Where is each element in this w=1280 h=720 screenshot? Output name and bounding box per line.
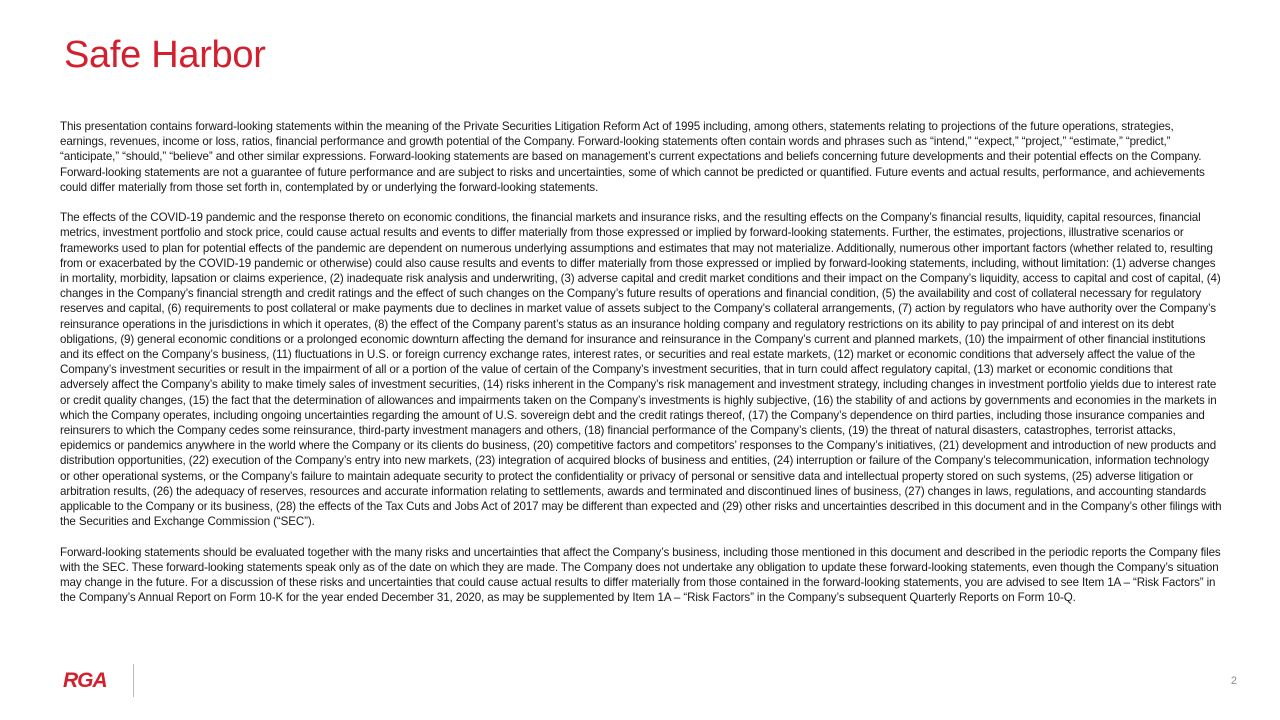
paragraph-covid-risk-factors: The effects of the COVID-19 pandemic and the response thereto on economic conditions, the financial markets and insurance risks, and the resulting effects on the Company’s financial results, liquidity, capital resources, financial metrics, investment portfolio and stock price, could cause actual results and events to differ materially from those expressed or implied by forward-looking statements. Further, the estimates, projections, illustrative scenarios or frameworks used to plan for potential effects of the pandemic are dependent on numerous underlying assumptions and estimates that may not materialize. Additionally, numerous other important factors (whether related to, resulting from or exacerbated by the COVID-19 pandemic or otherwise) could also cause results and events to differ materially from those expressed or implied by forward-looking statements, including, without limitation: (1) adverse changes in mortality, morbidity, lapsation or claims experience, (2) inadequate risk analysis and underwriting, (3) adverse capital and credit market conditions and their impact on the Company’s liquidity, access to capital and cost of capital, (4) changes in the Company’s financial strength and credit ratings and the effect of such changes on the Company’s future results of operations and financial condition, (5) the availability and cost of collateral necessary for regulatory reserves and capital, (6) requirements to post collateral or make payments due to declines in market value of assets subject to the Company’s collateral arrangements, (7) action by regulators who have authority over the Company’s reinsurance operations in the jurisdictions in which it operates, (8) the effect of the Company parent’s status as an insurance holding company and regulatory restrictions on its ability to pay principal of and interest on its debt obligations, (9) general economic conditions or a prolonged economic downturn affecting the demand for insurance and reinsurance in the Company’s current and planned markets, (10) the impairment of other financial institutions and its effect on the Company’s business, (11) fluctuations in U.S. or foreign currency exchange rates, interest rates, or securities and real estate markets, (12) market or economic conditions that adversely affect the value of the Company’s investment securities or result in the impairment of all or a portion of the value of certain of the Company’s investment securities, that in turn could affect regulatory capital, (13) market or economic conditions that adversely affect the Company’s ability to make timely sales of investment securities, (14) risks inherent in the Company’s risk management and investment strategy, including changes in investment portfolio yields due to interest rate or credit quality changes, (15) the fact that the determination of allowances and impairments taken on the Company’s investments is highly subjective, (16) the stability of and actions by governments and economies in the markets in which the Company operates, including ongoing uncertainties regarding the amount of U.S. sovereign debt and the credit ratings thereof, (17) the Company’s dependence on third parties, including those insurance companies and reinsurers to which the Company cedes some reinsurance, third-party investment managers and others, (18) financial performance of the Company’s clients, (19) the threat of natural disasters, catastrophes, terrorist attacks, epidemics or pandemics anywhere in the world where the Company or its clients do business, (20) competitive factors and competitors’ responses to the Company’s initiatives, (21) development and introduction of new products and distribution opportunities, (22) execution of the Company’s entry into new markets, (23) integration of acquired blocks of business and entities, (24) interruption or failure of the Company’s telecommunication, information technology or other operational systems, or the Company’s failure to maintain adequate security to protect the confidentiality or privacy of personal or sensitive data and intellectual property stored on such systems, (25) adverse litigation or arbitration results, (26) the adequacy of reserves, resources and accurate information relating to settlements, awards and terminated and discontinued lines of business, (27) changes in laws, regulations, and accounting standards applicable to the Company or its business, (28) the effects of the Tax Cuts and Jobs Act of 2017 may be different than expected and (29) other risks and uncertainties described in this document and in the Company’s other filings with the Securities and Exchange Commission (“SEC”).	[60, 211, 1222, 529]
page-number: 2	[1230, 675, 1237, 687]
paragraph-evaluation-notice: Forward-looking statements should be evaluated together with the many risks and uncertainties that affect the Company’s business, including those mentioned in this document and described in the periodic reports the Company files with the SEC. These forward-looking statements speak only as of the date on which they are made. The Company does not undertake any obligation to update these forward-looking statements, even though the Company’s situation may change in the future. For a discussion of these risks and uncertainties that could cause actual results to differ materially from those contained in the forward-looking statements, you are advised to see Item 1A – “Risk Factors” in the Company’s Annual Report on Form 10-K for the year ended December 31, 2020, as may be supplemented by Item 1A – “Risk Factors” in the Company’s subsequent Quarterly Reports on Form 10-Q.	[60, 545, 1221, 605]
rga-logo: RGA	[63, 669, 107, 692]
paragraph-forward-looking-intro: This presentation contains forward-looking statements within the meaning of the Private Securities Litigation Reform Act of 1995 including, among others, statements relating to projections of the future operations, strategies, earnings, revenues, income or loss, ratios, financial performance and growth potential of the Company. Forward-looking statements often contain words and phrases such as “intend,” “expect,” “project,” “estimate,” “predict,” “anticipate,” “should,” “believe” and other similar expressions. Forward-looking statements are based on management’s current expectations and beliefs concerning future developments and their potential effects on the Company. Forward-looking statements are not a guarantee of future performance and are subject to risks and uncertainties, some of which cannot be predicted or quantified. Future events and actual results, performance, and achievements could differ materially from those set forth in, contemplated by or underlying the forward-looking statements.	[60, 120, 1205, 194]
safe-harbor-body	[60, 119, 1222, 621]
slide-title: Safe Harbor	[64, 34, 266, 76]
footer-divider	[133, 664, 134, 697]
